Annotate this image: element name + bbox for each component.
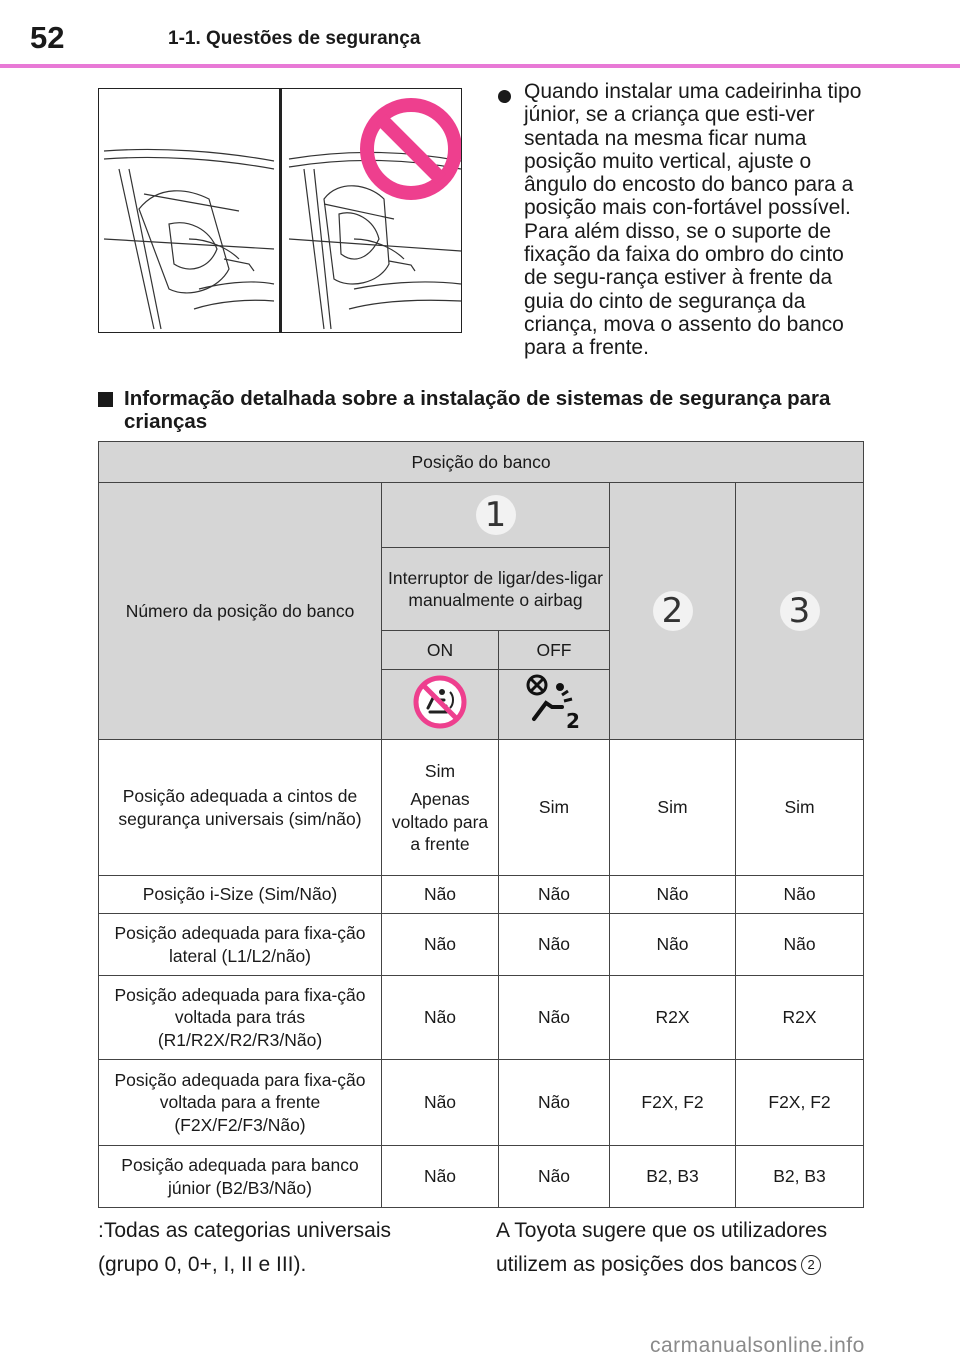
row-universal-on-note: Apenas voltado para a frente bbox=[391, 789, 489, 854]
row-lateral-on: Não bbox=[382, 914, 499, 976]
airbag-off-icon bbox=[524, 673, 584, 731]
row-lateral-label: Posição adequada para fixa-ção lateral (L1/L2/não) bbox=[99, 914, 382, 976]
row-lateral-off: Não bbox=[499, 914, 610, 976]
off-label: OFF bbox=[499, 631, 610, 670]
position-3-header bbox=[736, 483, 864, 740]
row-booster-p2: B2, B3 bbox=[610, 1146, 736, 1208]
position-2-number: 2 bbox=[653, 591, 693, 631]
row-booster-on: Não bbox=[382, 1146, 499, 1208]
row-universal-on bbox=[382, 740, 499, 876]
row-forward-p3: F2X, F2 bbox=[736, 1060, 864, 1146]
row-forward-on: Não bbox=[382, 1060, 499, 1146]
row-lateral-p3: Não bbox=[736, 914, 864, 976]
bullet-text: Quando instalar uma cadeirinha tipo júnior, se a criança que esti-ver sentada na mesma ficar numa posição muito vertical, ajuste o ângulo do encosto do banco para a posição mais con-fortável possível. Para além disso, se o suporte de fixação da faixa do ombro do cinto de segu-rança estiver à frente da guia do cinto de segurança da criança, mova o assento do banco para a frente. bbox=[524, 80, 862, 360]
airbag-switch-label: Interruptor de ligar/des-ligar manualmente o airbag bbox=[382, 548, 610, 631]
row-rear-p2: R2X bbox=[610, 976, 736, 1060]
position-2-header bbox=[610, 483, 736, 740]
footnote-recommendation-text: A Toyota sugere que os utilizadores utilizem as posições dos bancos bbox=[496, 1219, 828, 1276]
row-isize-label: Posição i-Size (Sim/Não) bbox=[99, 876, 382, 914]
seat-number-label: Número da posição do banco bbox=[99, 483, 382, 740]
square-bullet-icon bbox=[98, 392, 113, 407]
page-header bbox=[0, 0, 960, 66]
position-1-number: 1 bbox=[476, 495, 516, 535]
row-isize-on: Não bbox=[382, 876, 499, 914]
footnote-universal: :Todas as categorias universais (grupo 0, 0+, I, II e III). bbox=[98, 1219, 391, 1276]
watermark: carmanualsonline.info bbox=[650, 1334, 865, 1357]
row-booster-label: Posição adequada para banco júnior (B2/B3/Não) bbox=[99, 1146, 382, 1208]
row-booster-p3: B2, B3 bbox=[736, 1146, 864, 1208]
subheading-text: Informação detalhada sobre a instalação de sistemas de segurança para crianças bbox=[124, 387, 831, 433]
row-rear-p3: R2X bbox=[736, 976, 864, 1060]
row-rear-on: Não bbox=[382, 976, 499, 1060]
row-isize-p2: Não bbox=[610, 876, 736, 914]
position-3-number: 3 bbox=[780, 591, 820, 631]
no-entry-icon bbox=[367, 105, 455, 193]
row-rear-off: Não bbox=[499, 976, 610, 1060]
row-isize-p3: Não bbox=[736, 876, 864, 914]
row-universal-p3: Sim bbox=[736, 740, 864, 876]
row-isize-off: Não bbox=[499, 876, 610, 914]
row-forward-off: Não bbox=[499, 1060, 610, 1146]
page-number: 52 bbox=[30, 20, 65, 55]
on-label: ON bbox=[382, 631, 499, 670]
seat-position-header: Posição do banco bbox=[99, 442, 864, 483]
install-instruction-bullet bbox=[498, 80, 868, 360]
position-1-header bbox=[382, 483, 610, 548]
row-universal-off: Sim bbox=[499, 740, 610, 876]
airbag-on-prohibited-icon bbox=[412, 674, 468, 730]
footnote-recommendation bbox=[496, 1214, 866, 1282]
row-universal-label: Posição adequada a cintos de segurança universais (sim/não) bbox=[99, 740, 382, 876]
airbag-on-icon-cell bbox=[382, 670, 499, 740]
row-lateral-p2: Não bbox=[610, 914, 736, 976]
child-seat-illustration bbox=[98, 88, 462, 333]
table-subheading bbox=[98, 387, 868, 433]
row-forward-p2: F2X, F2 bbox=[610, 1060, 736, 1146]
row-universal-p2: Sim bbox=[610, 740, 736, 876]
svg-text:2: 2 bbox=[566, 708, 580, 731]
row-universal-on-value: Sim bbox=[424, 760, 456, 781]
section-title: 1-1. Questões de segurança bbox=[168, 28, 421, 49]
bullet-dot-icon bbox=[498, 90, 511, 103]
airbag-off-icon-cell bbox=[499, 670, 610, 740]
header-rule bbox=[0, 64, 960, 68]
row-rear-label: Posição adequada para fixa-ção voltada para trás (R1/R2X/R2/R3/Não) bbox=[99, 976, 382, 1060]
circled-position-number: 2 bbox=[801, 1255, 821, 1275]
row-booster-off: Não bbox=[499, 1146, 610, 1208]
child-seat-position-table bbox=[98, 441, 864, 1208]
row-forward-label: Posição adequada para fixa-ção voltada para a frente (F2X/F2/F3/Não) bbox=[99, 1060, 382, 1146]
